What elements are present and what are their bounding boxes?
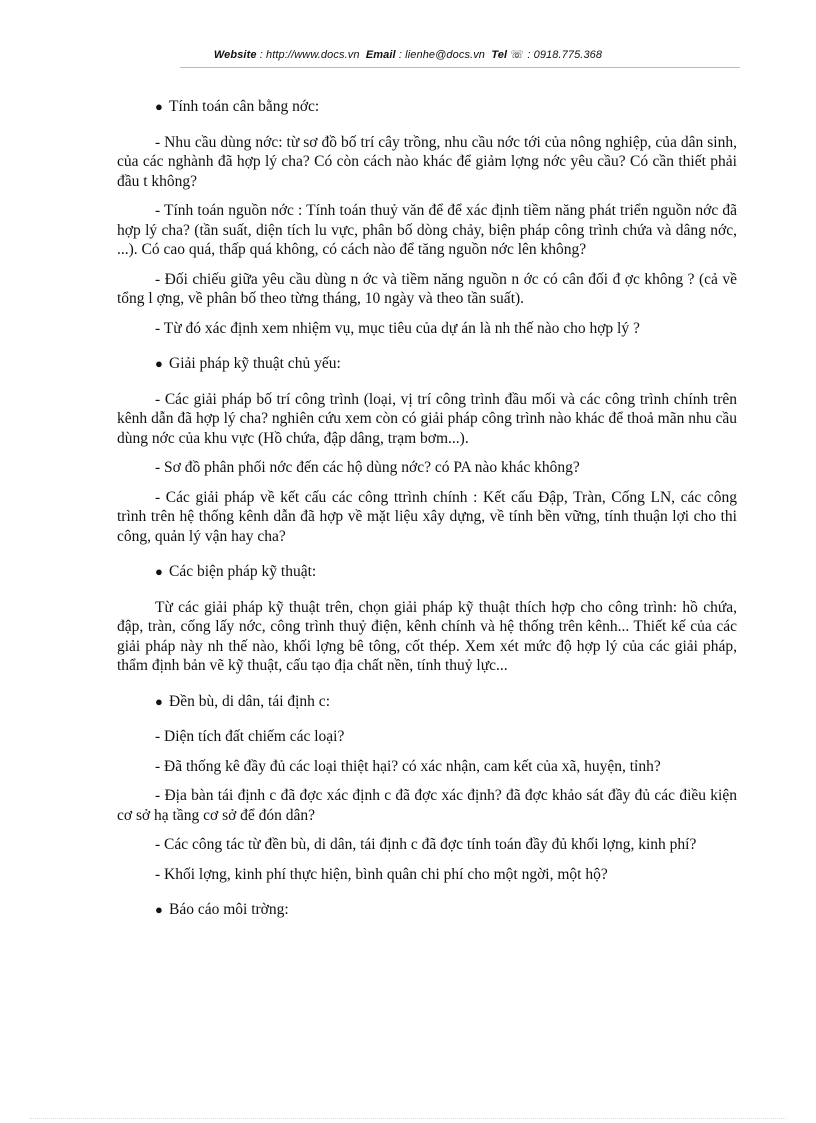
paragraph: - Từ đó xác định xem nhiệm vụ, mục tiêu của dự án là nh thế nào cho hợp lý ?: [155, 319, 640, 337]
section-heading: ● Tính toán cân bằng nớc:: [155, 98, 320, 115]
paragraph: - Sơ đồ phân phối nớc đến các hộ dùng nớc? có PA nào khác không?: [155, 459, 580, 476]
tel-label: Tel: [491, 49, 508, 61]
website-label: Website: [213, 49, 257, 61]
paragraph: - Nhu cầu dùng nớc: từ sơ đồ bố trí cây trồng, nhu cầu nớc tới của nông nghiệp, của dân sinh, của các nghành đã hợp lý cha? Có còn cách nào khác để giảm lợng nớc yêu cầu? Có cần thiết phải đầu t không?: [117, 133, 737, 190]
bullet-icon: ●: [155, 564, 163, 579]
section-heading: ● Các biện pháp kỹ thuật:: [155, 563, 317, 580]
paragraph: - Đối chiếu giữa yêu cầu dùng n ớc và tiềm năng nguồn n ớc có cân đối đ ợc không ? (cả về tổng l ợng, về phân bố theo từng tháng, 10 ngày và theo tần suất).: [117, 270, 737, 307]
paragraph: - Các giải pháp bố trí công trình (loại, vị trí công trình đầu mối và các công trình chính trên kênh dẫn đã hợp lý cha? nghiên cứu xem còn có giải pháp công trình nào khác để thoả mãn nhu cầu dùng nớc của khu vực (Hồ chứa, đập dâng, trạm bơm...).: [117, 390, 737, 447]
bullet-icon: ●: [155, 356, 163, 371]
email-value: : lienhe@docs.vn: [398, 49, 486, 61]
page-header: [0, 48, 816, 61]
phone-icon: ☏: [510, 49, 525, 61]
bullet-icon: ●: [155, 693, 163, 709]
footer-divider: [30, 1118, 786, 1119]
paragraph: - Địa bàn tái định c đã đợc xác định c đã đợc xác định? đã đợc khảo sát đầy đủ các điều kiện cơ sở hạ tầng cơ sở để đón dân?: [117, 787, 737, 824]
paragraph: - Tính toán nguồn nớc : Tính toán thuỷ văn để để xác định tiềm năng phát triển nguồn nớc đã hợp lý cha? (tần suất, diện tích lu vực, phân bố dòng chảy, biện pháp công trình chứa và dâng nớc, ...). Có cao quá, thấp quá không, có cách nào để tăng nguồn nớc lên không?: [117, 202, 737, 258]
paragraph: - Đã thống kê đầy đủ các loại thiệt hại? có xác nhận, cam kết của xã, huyện, tỉnh?: [155, 757, 661, 775]
section-heading: ● Báo cáo môi trờng:: [155, 901, 289, 918]
paragraph: - Khối lợng, kinh phí thực hiện, bình quân chi phí cho một ngời, một hộ?: [155, 865, 608, 883]
section-heading: ● Giải pháp kỹ thuật chủ yếu:: [155, 355, 341, 372]
paragraph: - Các giải pháp về kết cấu các công ttrình chính : Kết cấu Đập, Tràn, Cống LN, các công trình trên hệ thống kênh dẫn đã hợp về mặt liệu xây dựng, về tính bền vững, tính thuận lợi cho thi công, quản lý vận hay cha?: [117, 488, 737, 545]
website-value: : http://www.docs.vn: [259, 49, 360, 61]
document-body: [117, 97, 737, 936]
tel-value: : 0918.775.368: [527, 49, 603, 61]
paragraph: - Các công tác từ đền bù, di dân, tái định c đã đợc tính toán đầy đủ khối lợng, kinh phí?: [155, 836, 697, 853]
bullet-icon: ●: [155, 99, 163, 114]
section-heading: ● Đền bù, di dân, tái định c:: [155, 692, 330, 710]
paragraph: Từ các giải pháp kỹ thuật trên, chọn giải pháp kỹ thuật thích hợp cho công trình: hồ chứa, đập, tràn, cống lấy nớc, công trình thuỷ điện, kênh chính và hệ thống trên kênh... Thiết kế của các giải pháp này nh thế nào, khối lợng bê tông, cốt thép. Xem xét mức độ hợp lý của các giải pháp, thẩm định bản vẽ kỹ thuật, cấu tạo địa chất nền, tính thuỷ lực...: [117, 598, 737, 674]
paragraph: - Diện tích đất chiếm các loại?: [155, 728, 345, 745]
bullet-icon: ●: [155, 902, 163, 917]
header-divider: [180, 67, 740, 68]
email-label: Email: [365, 49, 396, 61]
